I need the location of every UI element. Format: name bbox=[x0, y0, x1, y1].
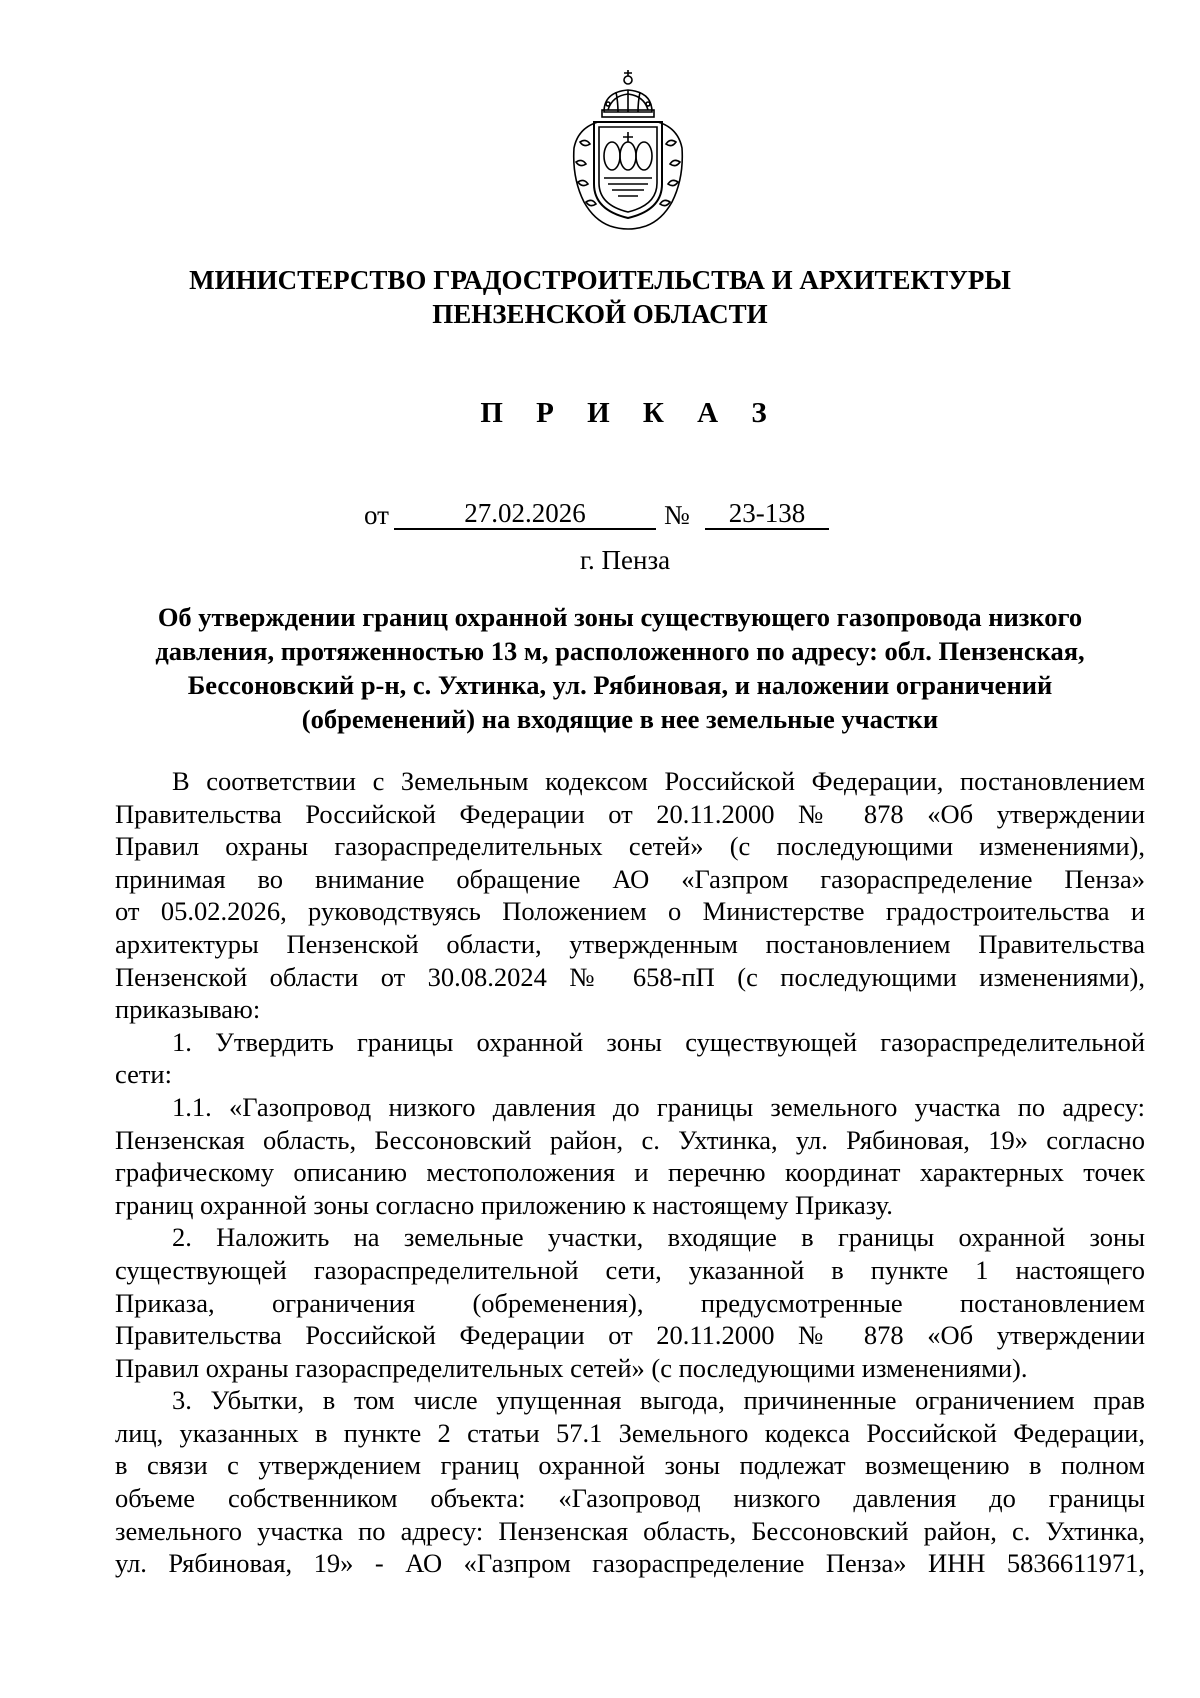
body-text-line: объеме собственником объекта: «Газопровод низкого давления до границы bbox=[115, 1483, 1145, 1514]
body-text-line: приказываю: bbox=[115, 994, 261, 1025]
document-city: г. Пенза bbox=[580, 545, 671, 575]
document-type: П Р И К А З bbox=[480, 397, 780, 429]
document-number: 23-138 bbox=[705, 497, 829, 530]
document-body bbox=[115, 765, 1145, 1580]
body-text-line: Приказа, ограничения (обременения), предусмотренные постановлением bbox=[115, 1287, 1145, 1318]
body-text-line: сети: bbox=[115, 1059, 172, 1090]
title-line: Об утверждении границ охранной зоны существующего газопровода низкого bbox=[157, 602, 1083, 632]
document-date: 27.02.2026 bbox=[394, 497, 656, 530]
body-text-line: 2. Наложить на земельные участки, входящие в границы охранной зоны bbox=[172, 1222, 1145, 1253]
ministry-heading-line-2: ПЕНЗЕНСКОЙ ОБЛАСТИ bbox=[432, 299, 768, 329]
date-prefix: от bbox=[364, 500, 389, 530]
body-text-line: земельного участка по адресу: Пензенская область, Бессоновский район, с. Ухтинка, bbox=[115, 1515, 1145, 1546]
number-prefix: № bbox=[664, 500, 690, 530]
body-text-line: В соответствии с Земельным кодексом Российской Федерации, постановлением bbox=[172, 766, 1145, 796]
body-text-line: ул. Рябиновая, 19» - АО «Газпром газораспределение Пенза» ИНН 5836611971, bbox=[115, 1548, 1145, 1579]
body-text-line: Правительства Российской Федерации от 20.11.2000 № 878 «Об утверждении bbox=[115, 1320, 1145, 1351]
body-text-line: Пензенской области от 30.08.2024 № 658-пП (с последующими изменениями), bbox=[115, 961, 1145, 992]
ministry-heading bbox=[100, 263, 1100, 331]
title-line: давления, протяженностью 13 м, расположенного по адресу: обл. Пензенская, bbox=[155, 636, 1085, 666]
body-text-line: архитектуры Пензенской области, утвержденным постановлением Правительства bbox=[115, 928, 1145, 959]
body-text-line: графическому описанию местоположения и перечню координат характерных точек bbox=[115, 1157, 1145, 1188]
body-text-line: принимая во внимание обращение АО «Газпром газораспределение Пенза» bbox=[115, 863, 1145, 894]
penza-coat-of-arms-icon bbox=[568, 66, 688, 234]
ministry-heading-line-1: МИНИСТЕРСТВО ГРАДОСТРОИТЕЛЬСТВА И АРХИТЕКТУРЫ bbox=[189, 265, 1011, 295]
title-line: Бессоновский р-н, с. Ухтинка, ул. Рябиновая, и наложении ограничений bbox=[187, 670, 1053, 700]
body-text-line: Пензенская область, Бессоновский район, с. Ухтинка, ул. Рябиновая, 19» согласно bbox=[115, 1124, 1145, 1155]
body-text-line: 1. Утвердить границы охранной зоны существующей газораспределительной bbox=[172, 1026, 1145, 1057]
title-line: (обременений) на входящие в нее земельные участки bbox=[301, 704, 939, 734]
body-text-line: 3. Убытки, в том числе упущенная выгода, причиненные ограничением прав bbox=[172, 1385, 1145, 1416]
body-text-line: Правил охраны газораспределительных сетей» (с последующими изменениями). bbox=[115, 1352, 1028, 1383]
body-text-line: 1.1. «Газопровод низкого давления до границы земельного участка по адресу: bbox=[172, 1091, 1145, 1122]
body-text-line: границ охранной зоны согласно приложению к настоящему Приказу. bbox=[115, 1189, 893, 1220]
body-text-line: существующей газораспределительной сети, указанной в пункте 1 настоящего bbox=[115, 1254, 1145, 1285]
body-text-line: в связи с утверждением границ охранной зоны подлежат возмещению в полном bbox=[115, 1450, 1145, 1481]
body-text-line: Правил охраны газораспределительных сетей» (с последующими изменениями), bbox=[115, 831, 1145, 862]
body-text-line: лиц, указанных в пункте 2 статьи 57.1 Земельного кодекса Российской Федерации, bbox=[115, 1417, 1145, 1448]
body-text-line: Правительства Российской Федерации от 20.11.2000 № 878 «Об утверждении bbox=[115, 798, 1145, 829]
body-text-line: от 05.02.2026, руководствуясь Положением о Министерстве градостроительства и bbox=[115, 896, 1145, 927]
document-title bbox=[112, 600, 1128, 736]
